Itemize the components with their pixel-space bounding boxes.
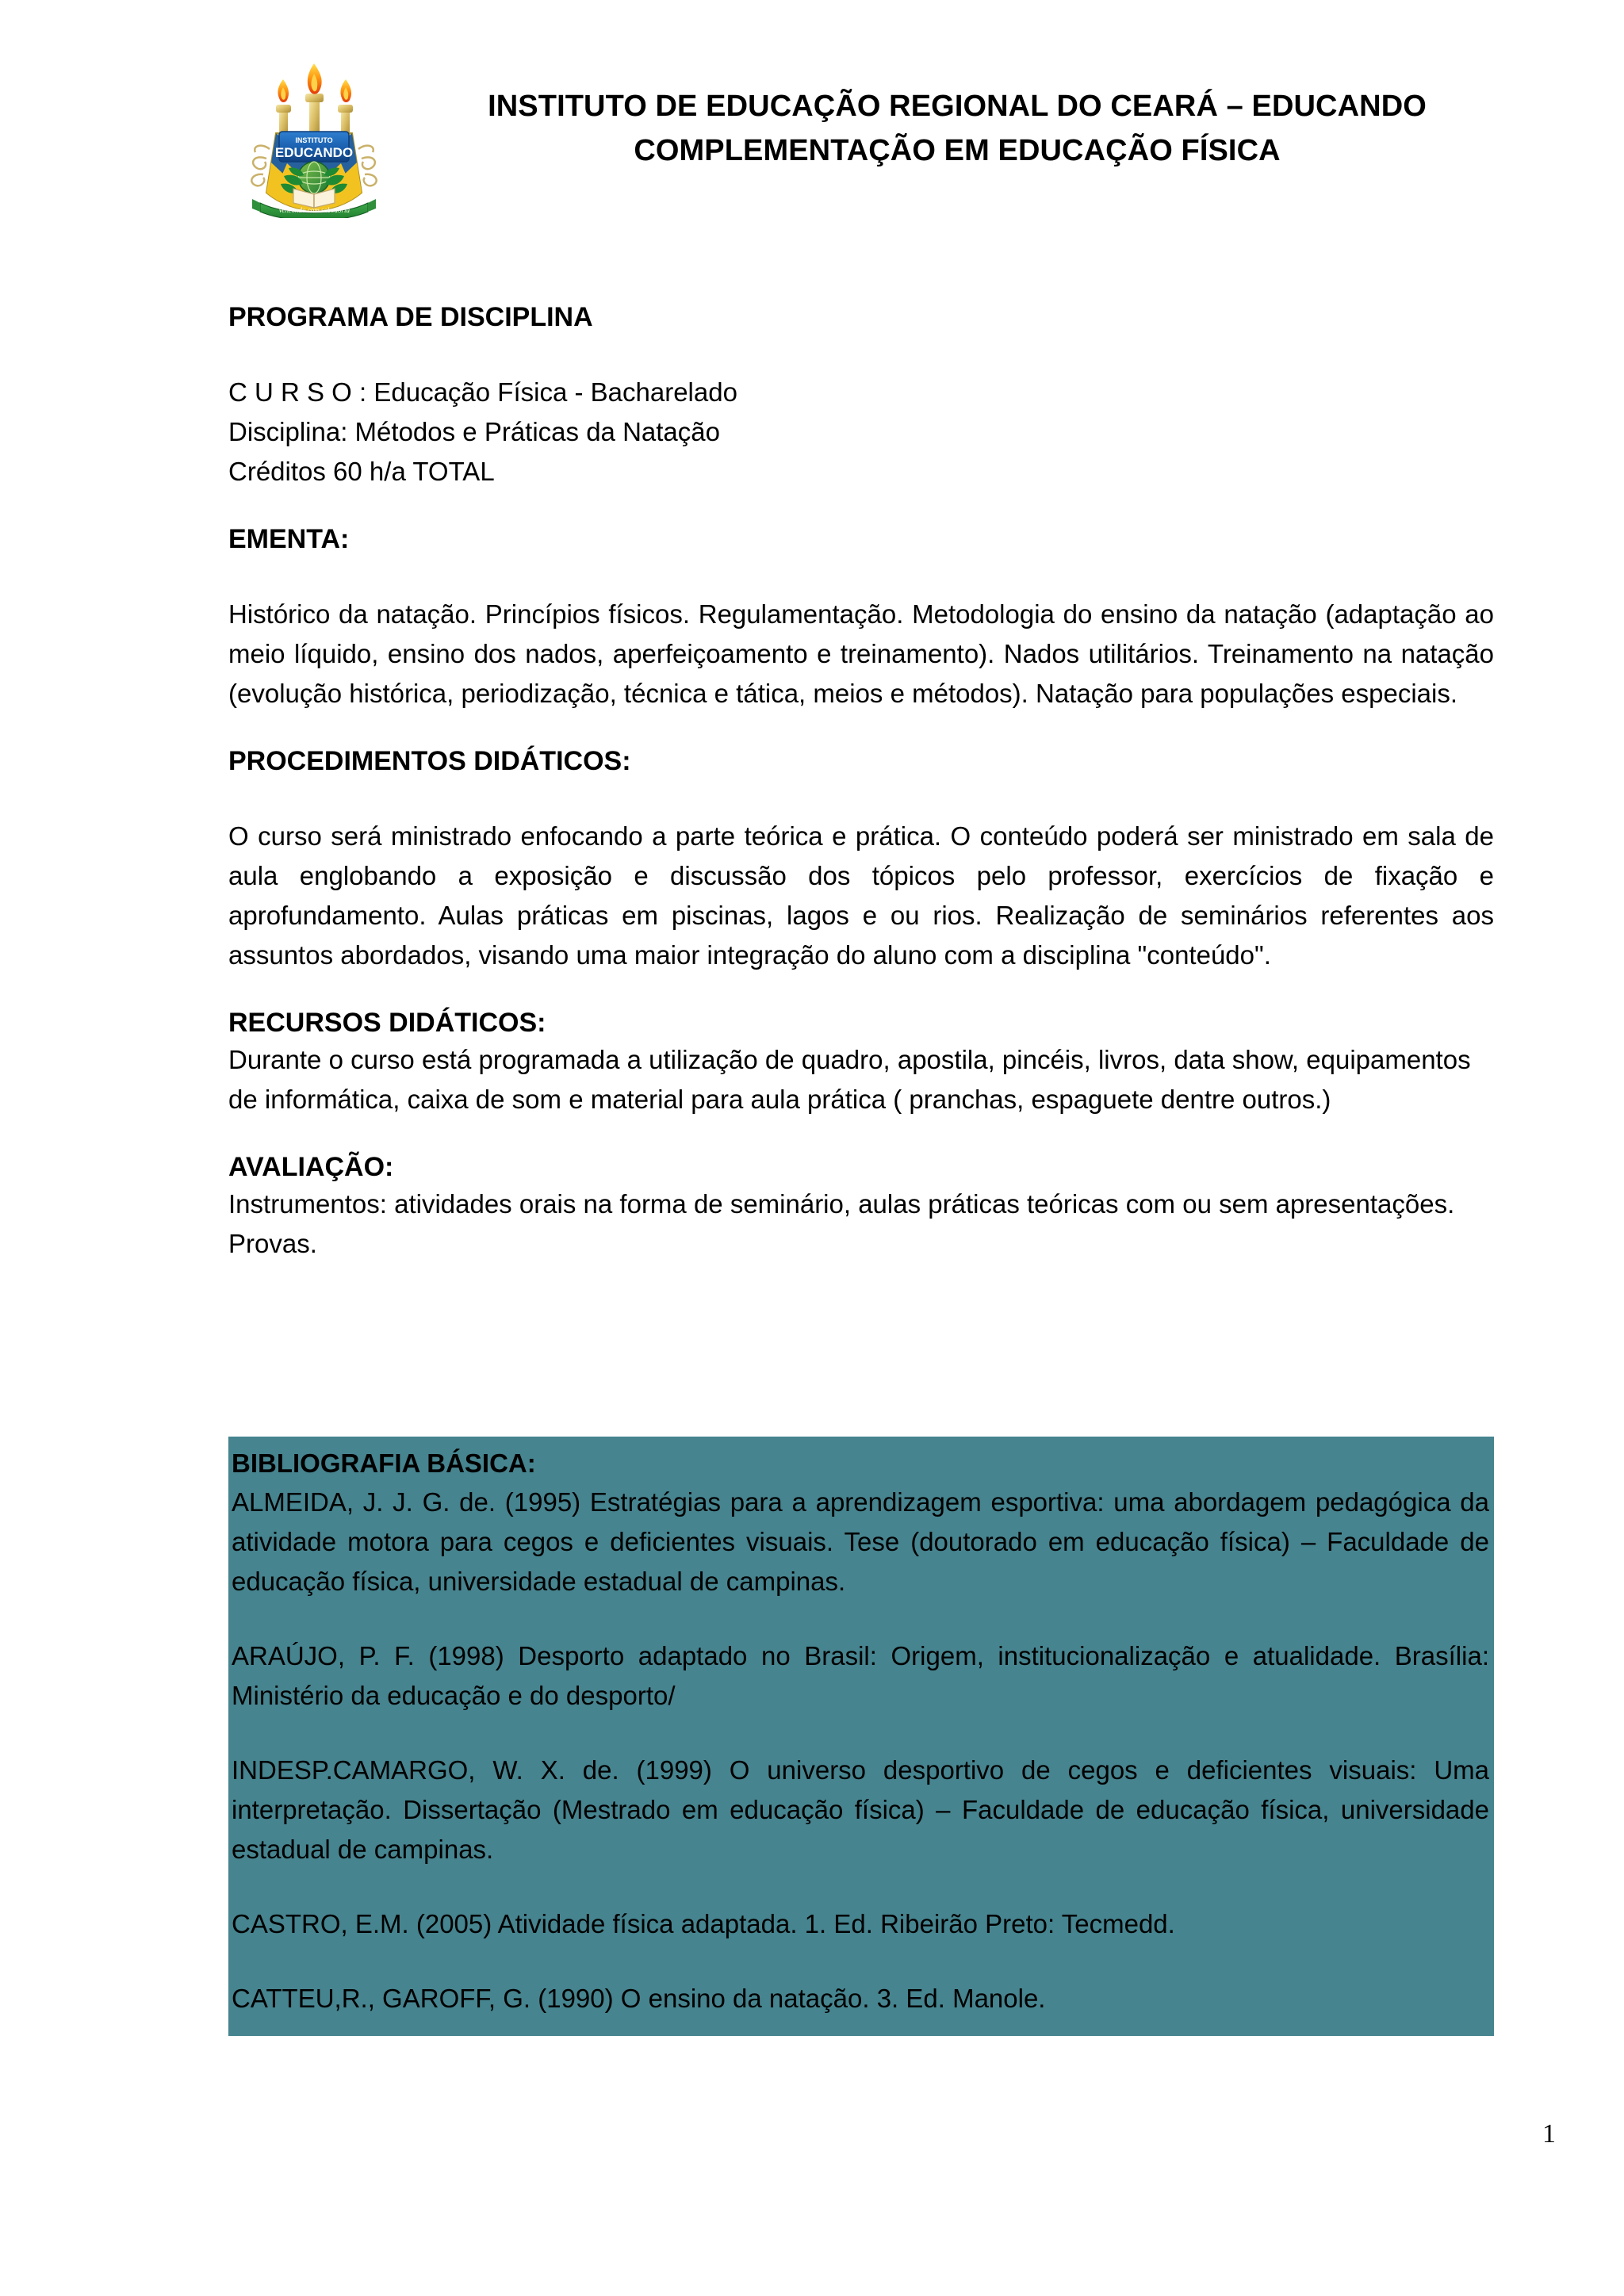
logo-educando-text: EDUCANDO bbox=[274, 145, 354, 160]
spacer bbox=[232, 1944, 1489, 1979]
bibliography-entry: INDESP.CAMARGO, W. X. de. (1999) O universo desportivo de cegos e deficientes visuais: Uma interpretação. Dissertação (Mestrado em educação física) – Faculdade de educação física, universidade estadual de campinas. bbox=[232, 1755, 1489, 1864]
bibliography-entry: ARAÚJO, P. F. (1998) Desporto adaptado no Brasil: Origem, institucionalização e atualidade. Brasília: Ministério da educação e do desporto/ bbox=[232, 1641, 1489, 1710]
document-body bbox=[228, 300, 1494, 1264]
document-header bbox=[0, 48, 1624, 218]
bibliography-entry: CASTRO, E.M. (2005) Atividade física adaptada. 1. Ed. Ribeirão Preto: Tecmedd. bbox=[232, 1909, 1175, 1938]
header-title-block bbox=[393, 48, 1624, 173]
header-title-line-1: INSTITUTO DE EDUCAÇÃO REGIONAL DO CEARÁ – EDUCANDO bbox=[488, 90, 1427, 123]
ementa-heading: EMENTA: bbox=[228, 524, 350, 554]
avaliacao-heading: AVALIAÇÃO: bbox=[228, 1152, 394, 1182]
program-heading: PROGRAMA DE DISCIPLINA bbox=[228, 302, 593, 332]
bibliography-entry: CATTEU,R., GAROFF, G. (1990) O ensino da natação. 3. Ed. Manole. bbox=[232, 1984, 1046, 2013]
spacer bbox=[228, 975, 1494, 1005]
logo-instituto-text: INSTITUTO bbox=[295, 136, 333, 144]
ementa-body: Histórico da natação. Princípios físicos. Regulamentação. Metodologia do ensino da natação (adaptação ao meio líquido, ensino dos nados, aperfeiçoamento e treinamento). Nados utilitários. Treinamento na natação (evolução histórica, periodização, técnica e tática, meios e métodos). Natação para populações especiais. bbox=[228, 599, 1494, 708]
spacer bbox=[228, 492, 1494, 522]
spacer bbox=[228, 779, 1494, 817]
recursos-body: Durante o curso está programada a utilização de quadro, apostila, pincéis, livros, data show, equipamentos de informática, caixa de som e material para aula prática ( pranchas, espaguete dentre outros.) bbox=[228, 1045, 1471, 1114]
educando-crest-logo-icon bbox=[235, 48, 393, 218]
spacer bbox=[232, 1869, 1489, 1904]
spacer bbox=[228, 335, 1494, 373]
avaliacao-body: Instrumentos: atividades orais na forma de seminário, aulas práticas teóricas com ou sem apresentações. Provas. bbox=[228, 1189, 1455, 1258]
procedimentos-body: O curso será ministrado enfocando a parte teórica e prática. O conteúdo poderá ser ministrado em sala de aula englobando a exposição e discussão dos tópicos pelo professor, exercícios de fixação e aprofundamento. Aulas práticas em piscinas, lagos e ou rios. Realização de seminários referentes aos assuntos abordados, visando uma maior integração do aluno com a disciplina "conteúdo". bbox=[228, 821, 1494, 970]
course-line: C U R S O : Educação Física - Bacharelado bbox=[228, 377, 737, 407]
header-title-line-2: COMPLEMENTAÇÃO EM EDUCAÇÃO FÍSICA bbox=[634, 134, 1281, 167]
spacer bbox=[228, 557, 1494, 595]
bibliography-highlight-block bbox=[228, 1437, 1494, 2036]
credits-line: Créditos 60 h/a TOTAL bbox=[228, 457, 495, 486]
spacer bbox=[228, 714, 1494, 744]
discipline-line: Disciplina: Métodos e Práticas da Natação bbox=[228, 417, 720, 446]
recursos-heading: RECURSOS DIDÁTICOS: bbox=[228, 1008, 546, 1038]
bibliography-entry: ALMEIDA, J. J. G. de. (1995) Estratégias para a aprendizagem esportiva: uma abordagem pedagógica da atividade motora para cegos e deficientes visuais. Tese (doutorado em educação física) – Faculdade de educação física, universidade estadual de campinas. bbox=[232, 1487, 1489, 1596]
logo-ribbon-text: Vencendo com sabedoria bbox=[278, 206, 350, 214]
spacer bbox=[232, 1601, 1489, 1636]
bibliography-heading: BIBLIOGRAFIA BÁSICA: bbox=[232, 1448, 536, 1478]
spacer bbox=[232, 1716, 1489, 1751]
page-number: 1 bbox=[1542, 2119, 1556, 2149]
procedimentos-heading: PROCEDIMENTOS DIDÁTICOS: bbox=[228, 746, 631, 776]
spacer bbox=[228, 1119, 1494, 1150]
